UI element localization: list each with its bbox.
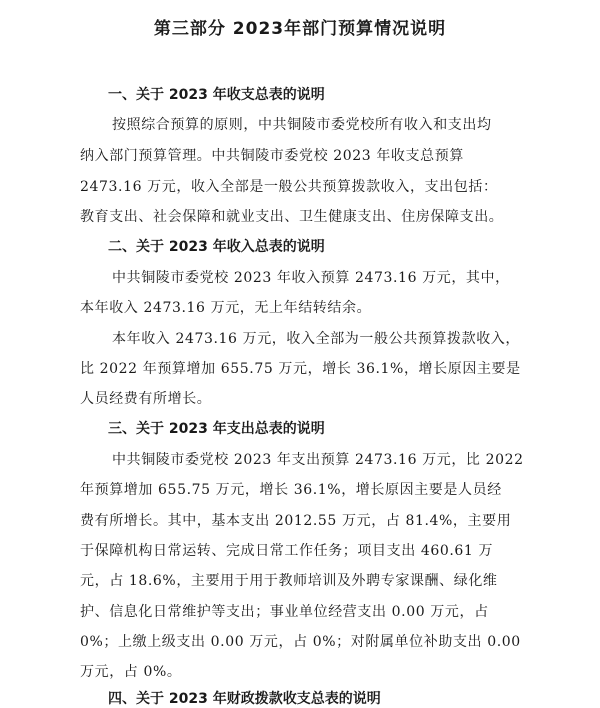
paragraph-line: 比 2022 年预算增加 655.75 万元，增长 36.1%，增长原因主要是 [80,361,521,377]
paragraph-line: 护、信息化日常维护等支出；事业单位经营支出 0.00 万元，占 [80,604,489,620]
paragraph-line: 中共铜陵市委党校 2023 年支出预算 2473.16 万元，比 2022 [112,452,524,468]
paragraph-line: 费有所增长。其中，基本支出 2012.55 万元，占 81.4%，主要用 [80,513,512,529]
paragraph-line: 中共铜陵市委党校 2023 年收入预算 2473.16 万元，其中， [112,270,510,286]
section-heading-4: 四、关于 2023 年财政拨款收支总表的说明 [108,691,381,707]
paragraph-line: 人员经费有所增长。 [80,391,212,407]
paragraph-line: 年预算增加 655.75 万元，增长 36.1%，增长原因主要是人员经 [80,482,502,498]
section-heading-3: 三、关于 2023 年支出总表的说明 [108,421,325,437]
paragraph-line: 本年收入 2473.16 万元，收入全部为一般公共预算拨款收入， [112,331,520,347]
section-heading-2: 二、关于 2023 年收入总表的说明 [108,239,325,255]
paragraph-line: 0%；上缴上级支出 0.00 万元，占 0%；对附属单位补助支出 0.00 [80,634,521,650]
section-heading-1: 一、关于 2023 年收支总表的说明 [108,87,325,103]
paragraph-line: 按照综合预算的原则，中共铜陵市委党校所有收入和支出均 [112,117,492,133]
paragraph-line: 纳入部门预算管理。中共铜陵市委党校 2023 年收支总预算 [80,148,464,164]
paragraph-line: 元，占 18.6%，主要用于用于教师培训及外聘专家课酬、绿化维 [80,573,498,589]
paragraph-line: 本年收入 2473.16 万元，无上年结转结余。 [80,300,372,316]
paragraph-line: 2473.16 万元，收入全部是一般公共预算拨款收入，支出包括： [80,179,498,195]
paragraph-line: 万元，占 0%。 [80,664,182,680]
paragraph-line: 于保障机构日常运转、完成日常工作任务；项目支出 460.61 万 [80,543,494,559]
page-title: 第三部分 2023年部门预算情况说明 [153,19,447,39]
paragraph-line: 教育支出、社会保障和就业支出、卫生健康支出、住房保障支出。 [80,209,504,225]
